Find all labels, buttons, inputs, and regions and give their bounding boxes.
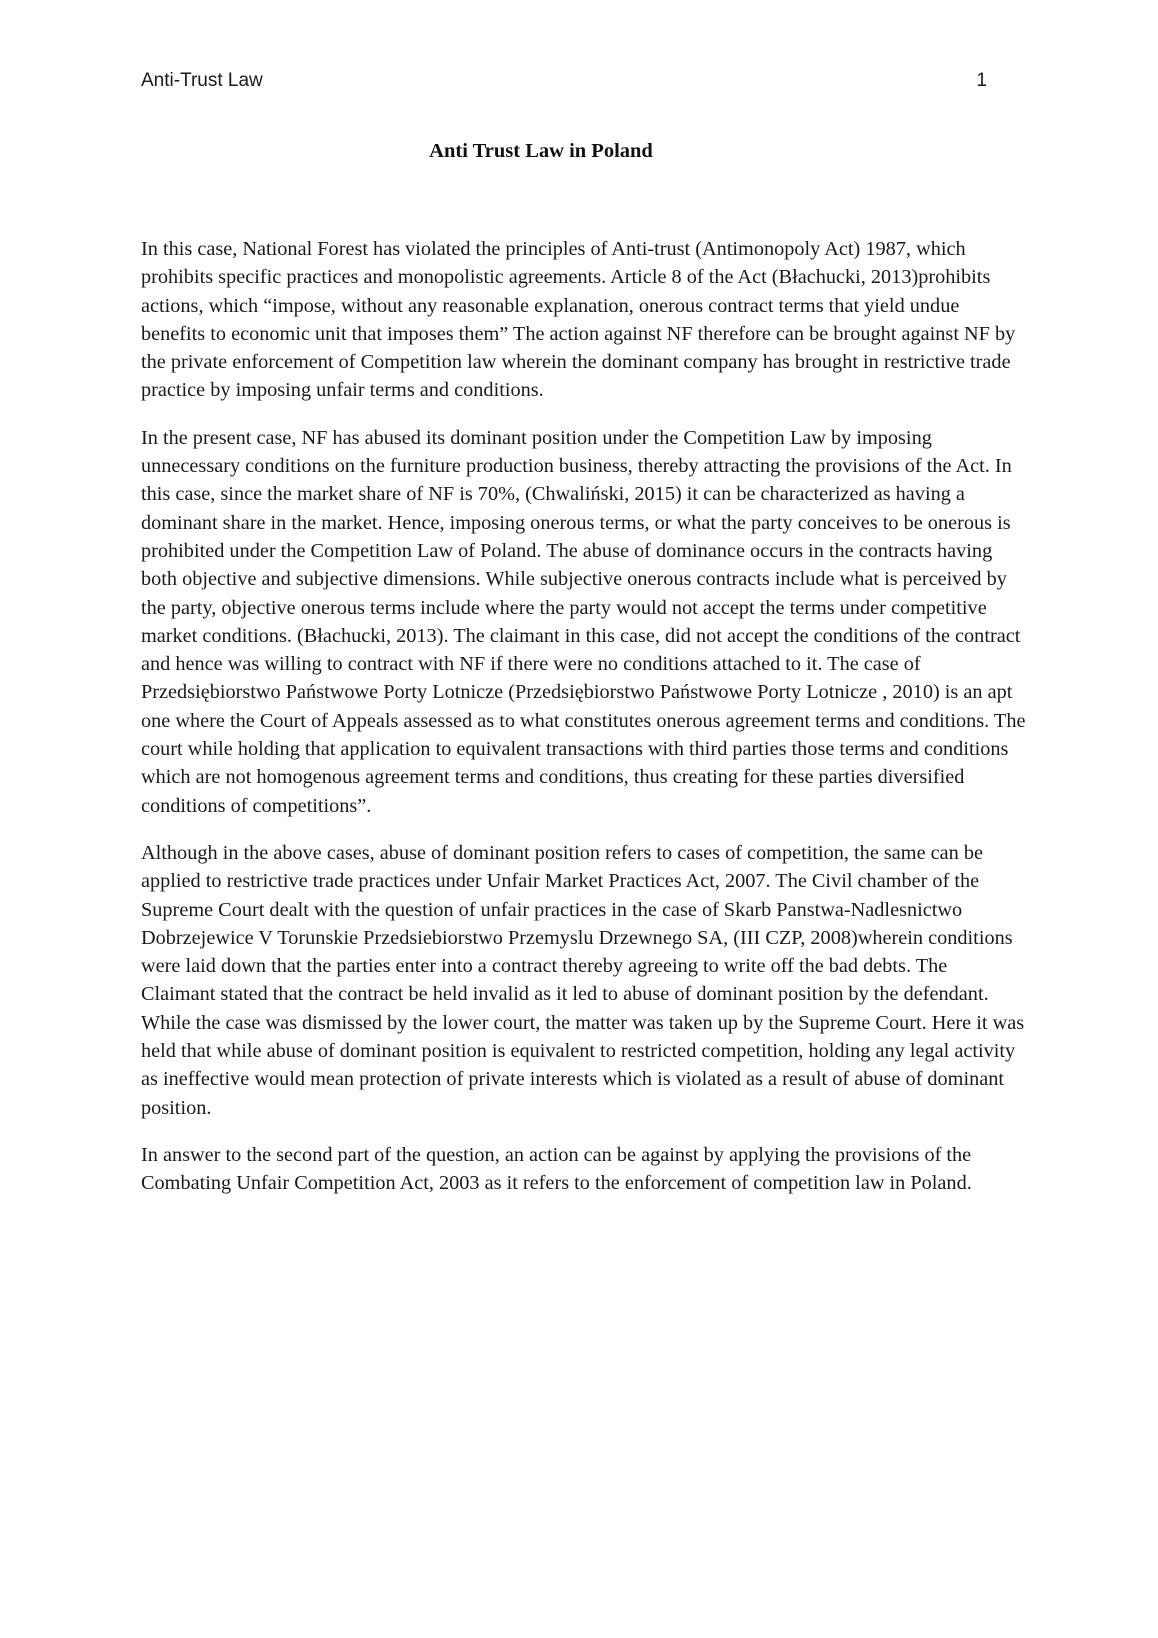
running-header — [141, 70, 987, 96]
body-paragraph: Although in the above cases, abuse of dominant position refers to cases of competition, the same can be applied to restrictive trade practices under Unfair Market Practices Act, 2007. The Civil chamber of the Supreme Court dealt with the question of unfair practices in the case of Skarb Panstwa-Nadlesnictwo Dobrzejewice V Torunskie Przedsiebiorstwo Przemyslu Drzewnego SA, (III CZP, 2008)wherein conditions were laid down that the parties enter into a contract thereby agreeing to write off the bad debts. The Claimant stated that the contract be held invalid as it led to abuse of dominant position by the defendant. While the case was dismissed by the lower court, the matter was taken up by the Supreme Court. Here it was held that while abuse of dominant position is equivalent to restricted competition, holding any legal activity as ineffective would mean protection of private interests which is violated as a result of abuse of dominant position. — [141, 841, 1025, 1119]
running-header-title: Anti-Trust Law — [141, 70, 263, 91]
body-paragraph: In answer to the second part of the question, an action can be against by applying the provisions of the Combating Unfair Competition Act, 2003 as it refers to the enforcement of competition law in Poland. — [141, 1143, 972, 1195]
document-body — [141, 235, 1026, 1217]
body-paragraph: In the present case, NF has abused its dominant position under the Competition Law by imposing unnecessary conditions on the furniture production business, thereby attracting the provisions of the Act. In this case, since the market share of NF is 70%, (Chwaliński, 2015) it can be characterized as having a dominant share in the market. Hence, imposing onerous terms, or what the party conceives to be onerous is prohibited under the Competition Law of Poland. The abuse of dominance occurs in the contracts having both objective and subjective dimensions. While subjective onerous contracts include what is perceived by the party, objective onerous terms include where the party would not accept the terms under competitive market conditions. (Błachucki, 2013). The claimant in this case, did not accept the conditions of the contract and hence was willing to contract with NF if there were no conditions attached to it. The case of Przedsiębiorstwo Państwowe Porty Lotnicze (Przedsiębiorstwo Państwowe Porty Lotnicze , 2010) is an apt one where the Court of Appeals assessed as to what constitutes onerous agreement terms and conditions. The court while holding that application to equivalent transactions with third parties those terms and conditions which are not homogenous agreement terms and conditions, thus creating for these parties diversified conditions of competitions”. — [141, 426, 1026, 817]
page-number: 1 — [976, 70, 987, 91]
body-paragraph: In this case, National Forest has violated the principles of Anti-trust (Antimonopoly Act) 1987, which prohibits specific practices and monopolistic agreements. Article 8 of the Act (Błachucki, 2013)prohibits actions, which “impose, without any reasonable explanation, onerous contract terms that yield undue benefits to economic unit that imposes them” The action against NF therefore can be brought against NF by the private enforcement of Competition law wherein the dominant company has brought in restrictive trade practice by imposing unfair terms and conditions. — [141, 238, 1016, 402]
document-title: Anti Trust Law in Poland — [429, 140, 653, 162]
